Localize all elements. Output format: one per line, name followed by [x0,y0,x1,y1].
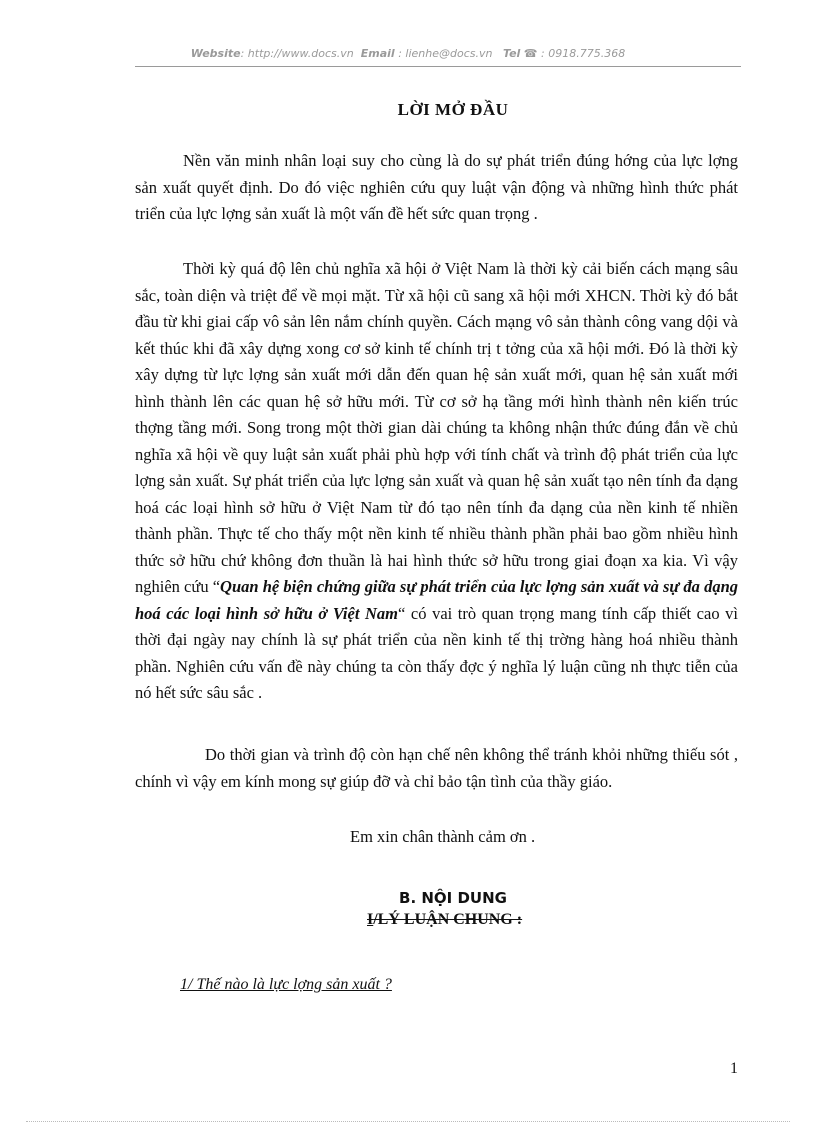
section-heading-b: B. NỘI DUNG [399,889,507,907]
website-value: : http://www.docs.vn [240,47,354,60]
email-value: : lienhe@docs.vn [394,47,493,60]
paragraph-main-text: Thời kỳ quá độ lên chủ nghĩa xã hội ở Việt Nam là thời kỳ cải biến cách mạng sâu sắc, toàn diện và triệt để về mọi mặt. Từ xã hội cũ sang xã hội mới XHCN. Thời kỳ đó bắt đầu từ khi giai cấp vô sản lên nắm chính quyền. Cách mạng vô sản thành công vang dội và kết thúc khi đã xây dựng xong cơ sở kinh tế chính trị t tởng của xã hội mới. Đó là thời kỳ xây dựng từ lực lợng sản xuất mới dẫn đến quan hệ sản xuất mới, quan hệ sản xuất mới hình thành lên các quan hệ sở hữu mới. Từ cơ sở hạ tầng mới hình thành nên kiến trúc thợng tầng mới. Song trong một thời gian dài chúng ta không nhận thức đúng đắn về chủ nghĩa xã hội về quy luật sản xuất phải phù hợp với tính chất và trình độ phát triển của lực lợng sản xuất. Sự phát triển của lực lợng sản xuất và quan hệ sản xuất tạo nên tính đa dạng hoá các loại hình sở hữu ở Việt Nam từ đó tạo nên tính đa dạng của nền kinh tế nhiền thành phần. Thực tế cho thấy một nền kinh tế nhiều thành phần phải bao gồm nhiều hình thức sở hữu chứ không đơn thuần là hai hình thức sở hữu trong giai đoạn xa kia. Vì vậy nghiên cứu “ [135,259,738,596]
page-number: 1 [730,1060,738,1077]
page-header [0,47,816,60]
email-label: Email [360,47,395,60]
tel-label: Tel [502,47,521,60]
website-label: Website [190,47,241,60]
thanks-line: Em xin chân thành cảm ơn . [350,827,536,846]
paragraph-closing: Do thời gian và trình độ còn hạn chế nên không thể tránh khỏi những thiếu sót , chính vì vậy em kính mong sự giúp đỡ và chỉ bảo tận tình của thầy giáo. [135,745,738,791]
page-title: LỜI MỞ ĐẦU [397,100,509,119]
paragraph-main-text-end: “ có vai trò quan trọng mang tính cấp thiết cao vì thời đại ngày nay chính là sự phát triển của nền kinh tế thị trờng hàng hoá nhiều thành phần. Nghiên cứu vấn đề này chúng ta còn thấy đợc ý nghĩa lý luận cũng nh thực tiễn của nó hết sức sâu sắc . [135,603,738,702]
paragraph-main-emphasis: Quan hệ biện chứng giữa sự phát triển của lực lợng sản xuất và sự đa dạng hoá các loại hình sở hữu ở Việt Nam [135,577,738,623]
section-i-number: I [367,911,374,928]
tel-value: ☎ : 0918.775.368 [520,47,626,60]
paragraph-intro: Nền văn minh nhân loại suy cho cùng là do sự phát triển đúng hớng của lực lợng sản xuất quyết định. Do đó việc nghiên cứu quy luật vận động và những hình thức phát triển của lực lợng sản xuất là một vấn đề hết sức quan trọng . [135,151,738,223]
header-divider [135,66,741,67]
paragraph-main [135,256,738,707]
section-heading-i [367,911,522,929]
section-i-title: /LÝ LUẬN CHUNG : [373,911,523,928]
subsection-heading: 1/ Thế nào là lực lợng sản xuất ? [180,976,392,993]
footer-divider [26,1121,790,1122]
